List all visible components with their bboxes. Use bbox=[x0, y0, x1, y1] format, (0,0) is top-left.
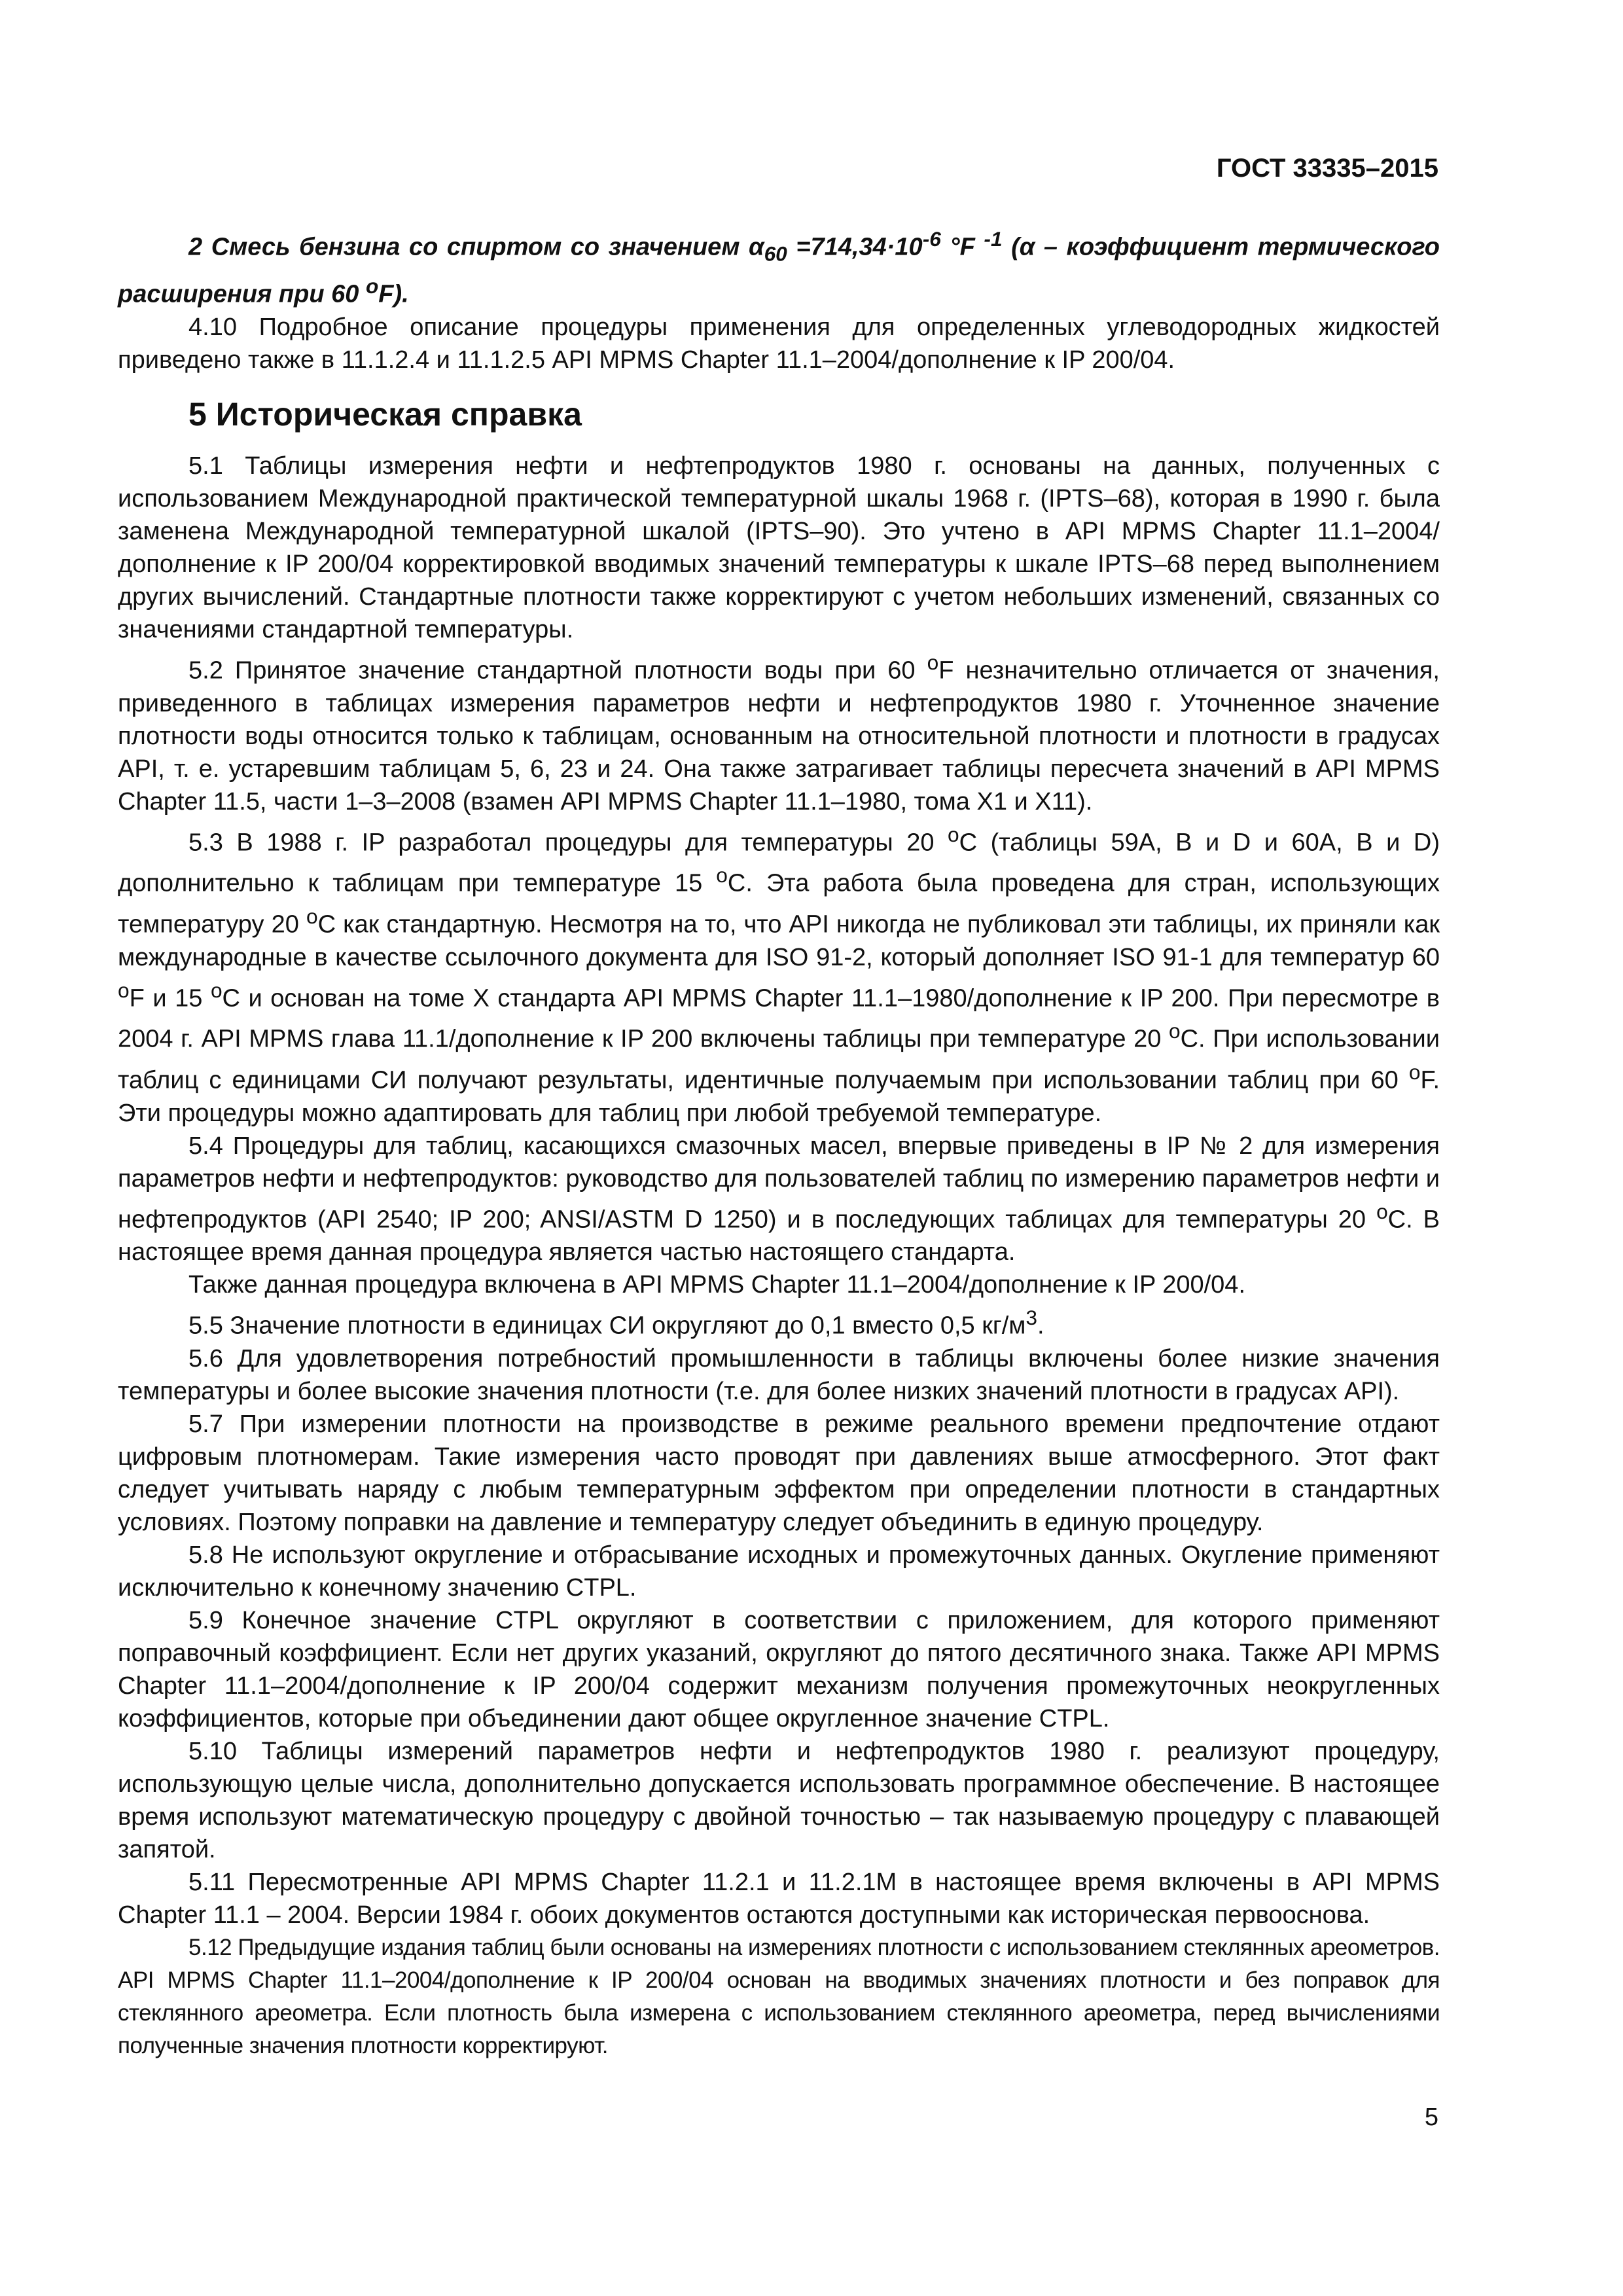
paragraph-5-12: 5.12 Предыдущие издания таблиц были основаны на измерениях плотности с использованием стеклянных ареометров. API MPMS Chapter 11.1–2004/дополнение к IP 200/04 основан на вводимых значениях плотности и без поправок для стеклянного ареометра. Если плотность была измерена с использованием стеклянного ареометра, перед вычислениями полученные значения плотности корректируют. bbox=[118, 1934, 1440, 2058]
paragraph-5-7: 5.7 При измерении плотности на производстве в режиме реального времени предпочтение отдают цифровым плотномерам. Такие измерения часто проводят при давлениях выше атмосферного. Этот факт следует учитывать наряду с любым температурным эффектом при определении плотности в стандартных условиях. Поэтому поправки на давление и температуру следует объединить в единую процедуру. bbox=[118, 1410, 1440, 1536]
paragraph-5-6: 5.6 Для удовлетворения потребностий промышленности в таблицы включены более низкие значения температуры и более высокие значения плотности (т.е. для более низких значений плотности в градусах API). bbox=[118, 1344, 1440, 1405]
paragraph-5-3: 5.3 В 1988 г. IP разработал процедуры для температуры 20 $^o$С (таблицы 59A, B и D и 60A, B и D) дополнительно к таблицам при температуре 15 $^o$С. Эта работа была проведена для стран, использующих температуру 20 $^o$С как стандартную. Несмотря на то, что API никогда не публиковал эти таблицы, их приняли как международные в качестве ссылочного документа для ISO 91-2, который дополняет ISO 91-1 для температур 60 $^o$F и 15 $^o$С и основан на томе X стандарта API MPMS Chapter 11.1–1980/дополнение к IP 200. При пересмотре в 2004 г. API MPMS глава 11.1/дополнение к IP 200 включены таблицы при температуре 20 $^o$С. При использовании таблиц с единицами СИ получают результаты, идентичные получаемым при использовании таблиц при 60 $^o$F. Эти процедуры можно адаптировать для таблиц при любой требуемой температуре. bbox=[118, 822, 1440, 1127]
paragraph-4-10: 4.10 Подробное описание процедуры применения для определенных углеводородных жидкостей приведено также в 11.1.2.4 и 11.1.2.5 API MPMS Chapter 11.1–2004/дополнение к IP 200/04. bbox=[118, 313, 1440, 374]
paragraph-5-4-extra: Также данная процедура включена в API MPMS Chapter 11.1–2004/дополнение к IP 200/04. bbox=[188, 1271, 1245, 1299]
page-number: 5 bbox=[1424, 2104, 1438, 2131]
paragraph-5-8: 5.8 Не используют округление и отбрасывание исходных и промежуточных данных. Окугление применяют исключительно к конечному значению CTPL. bbox=[118, 1541, 1440, 1602]
paragraph-5-9: 5.9 Конечное значение CTPL округляют в соответствии с приложением, для которого применяют поправочный коэффициент. Если нет других указаний, округляют до пятого десятичного знака. Также API MPMS Chapter 11.1–2004/дополнение к IP 200/04 содержит механизм получения промежуточных неокругленных коэффициентов, которые при объединении дают общее округленное значение CTPL. bbox=[118, 1606, 1440, 1732]
paragraph-5-10: 5.10 Таблицы измерений параметров нефти и нефтепродуктов 1980 г. реализуют процедуру, использующую целые числа, дополнительно допускается использовать программное обеспечение. В настоящее время используют математическую процедуру с двойной точностью – так называемую процедуру с плавающей запятой. bbox=[118, 1737, 1440, 1863]
document-code-header: ГОСТ 33335–2015 bbox=[1216, 154, 1438, 183]
paragraph-5-4: 5.4 Процедуры для таблиц, касающихся смазочных масел, впервые приведены в IP № 2 для измерения параметров нефти и нефтепродуктов: руководство для пользователей таблиц по измерению параметров нефти и нефтепродуктов (API 2540; IP 200; ANSI/ASTM D 1250) и в последующих таблицах для температуры 20 $^o$С. В настоящее время данная процедура является частью настоящего стандарта. bbox=[118, 1132, 1440, 1266]
paragraph-5-11: 5.11 Пересмотренные API MPMS Chapter 11.2.1 и 11.2.1M в настоящее время включены в API MPMS Chapter 11.1 – 2004. Версии 1984 г. обоих документов остаются доступными как историческая первооснова. bbox=[118, 1868, 1440, 1929]
paragraph-5-5: 5.5 Значение плотности в единицах СИ округляют до 0,1 вместо 0,5 $кг/м^3$. bbox=[188, 1306, 1044, 1340]
paragraph-5-2: 5.2 Принятое значение стандартной плотности воды при 60 $^o$F незначительно отличается от значения, приведенного в таблицах измерения параметров нефти и нефтепродуктов 1980 г. Уточненное значение плотности воды относится только к таблицам, основанным на относительной плотности и плотности в градусах API, т. е. устаревшим таблицам 5, 6, 23 и 24. Она также затрагивает таблицы пересчета значений в API MPMS Chapter 11.5, части 1–3–2008 (взамен API MPMS Chapter 11.1–1980, тома X1 и X11). bbox=[118, 650, 1440, 816]
note-2: 2 Смесь бензина со спиртом со значением $\alpha_{60} =714,34\cdot 10^{-6}$ °F $^{-1}$ (α – коэффициент термического расширения при 60 $^o$F). bbox=[118, 227, 1440, 308]
section-title: 5 Историческая справка bbox=[188, 395, 582, 433]
paragraph-5-1: 5.1 Таблицы измерения нефти и нефтепродуктов 1980 г. основаны на данных, полученных с использованием Международной практической температурной шкалы 1968 г. (IPTS–68), которая в 1990 г. была заменена Международной температурной шкалой (IPTS–90). Это учтено в API MPMS Chapter 11.1–2004/дополнение к IP 200/04 корректировкой вводимых значений температуры к шкале IPTS–68 перед выполнением других вычислений. Стандартные плотности также корректируют с учетом небольших изменений, связанных со значениями стандартной температуры. bbox=[118, 452, 1440, 643]
page-content bbox=[118, 223, 1440, 2062]
